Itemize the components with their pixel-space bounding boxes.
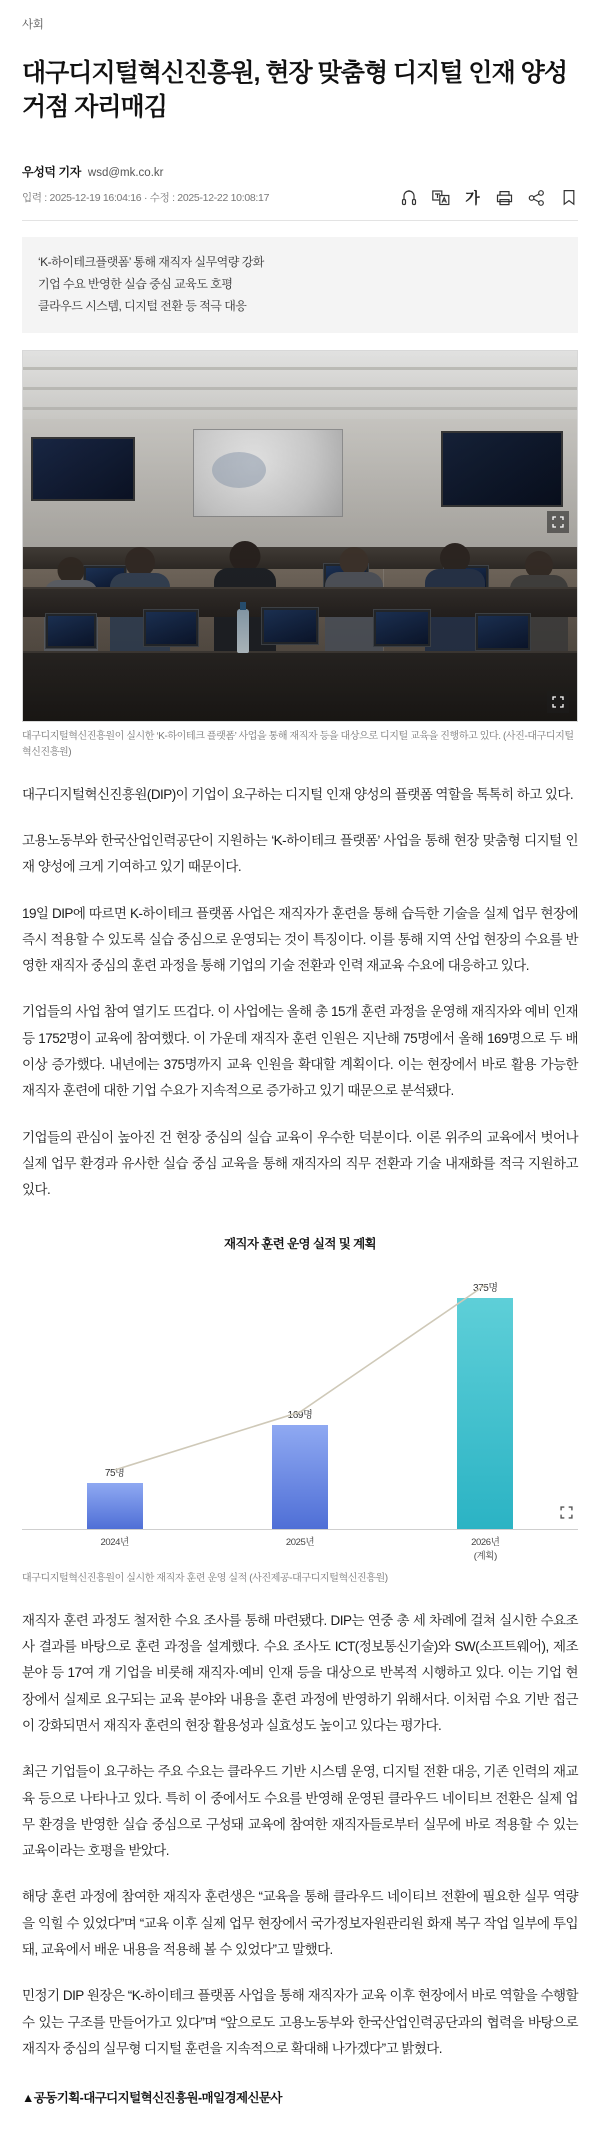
page-title: 대구디지털혁신진흥원, 현장 맞춤형 디지털 인재 양성 거점 자리매김 <box>22 58 567 121</box>
font-size-label: 가 <box>465 190 480 207</box>
article-category[interactable]: 사회 <box>22 19 44 31</box>
bar-value-label: 375명 <box>472 1282 498 1294</box>
meta-row <box>0 180 600 207</box>
chart-block <box>22 1234 578 1565</box>
closing-note: ▲공동기획-대구디지털혁신진흥원-매일경제신문사 <box>22 2091 282 2106</box>
x-tick-label: 2025년 <box>285 1536 315 1548</box>
chart-plot-area[interactable] <box>22 1258 578 1530</box>
expand-chart-icon[interactable] <box>556 1503 576 1523</box>
bar-value-label: 169명 <box>287 1409 313 1421</box>
article-summary <box>22 237 578 333</box>
chart-bars <box>22 1258 578 1529</box>
article-photo[interactable] <box>22 350 578 722</box>
photo-caption: 대구디지털혁신진흥원이 실시한 ‘K-하이테크 플랫폼’ 사업을 통해 재직자 등을 대상으로 디지털 교육을 진행하고 있다. (사진-대구디지털혁신진흥원) <box>22 730 574 759</box>
byline <box>0 141 600 180</box>
bookmark-icon[interactable] <box>559 188 578 207</box>
bottom-spacer <box>0 2132 600 2142</box>
photo-scene <box>23 351 577 721</box>
bar <box>87 1483 143 1529</box>
publish-dates: 입력 : 2025-12-19 16:04:16 · 수정 : 2025-12-22 10:08:17 <box>22 192 270 204</box>
chart-caption: 대구디지털혁신진흥원이 실시한 재직자 훈련 운영 실적 (사진제공-대구디지털혁신진흥원) <box>22 1573 388 1585</box>
paragraph: 최근 기업들이 요구하는 주요 수요는 클라우드 기반 시스템 운영, 디지털 전환 대응, 기존 인력의 재교육 등으로 나타나고 있다. 특히 이 중에서도 수요를 반영해 운영된 클라우드 네이티브 전환은 실제 업무 환경을 반영한 실습 중심으로 구성돼 교육에 참여한 재직자들로부터 실무에 바로 적용할 수 있는 교육이라는 호평을 받았다. <box>22 1764 578 1859</box>
paragraph: 해당 훈련 과정에 참여한 재직자 훈련생은 “교육을 통해 클라우드 네이티브 전환에 필요한 실무 역량을 익힐 수 있었다”며 “교육 이후 실제 업무 현장에서 국가정보자원관리원 화재 복구 작업 일부에 투입돼, 교육에서 배운 내용을 적용해 볼 수 있었다”고 말했다. <box>22 1889 578 1958</box>
paragraph: 고용노동부와 한국산업인력공단이 지원하는 ‘K-하이테크 플랫폼’ 사업을 통해 현장 맞춤형 디지털 인재 양성에 크게 기여하고 있기 때문이다. <box>22 832 578 875</box>
bar <box>457 1298 513 1529</box>
paragraph: 기업들의 관심이 높아진 건 현장 중심의 실습 교육이 우수한 덕분이다. 이론 위주의 교육에서 벗어나 실제 업무 환경과 유사한 실습 중심 교육을 통해 재직자의 직무 전환과 기술 내재화를 적극 지원하고 있다. <box>22 1129 578 1198</box>
font-size-icon[interactable] <box>463 188 482 207</box>
paragraph: 대구디지털혁신진흥원(DIP)이 기업이 요구하는 디지털 인재 양성의 플랫폼 역할을 톡톡히 하고 있다. <box>22 786 574 802</box>
paragraph: 재직자 훈련 과정도 철저한 수요 조사를 통해 마련됐다. DIP는 연중 총 세 차례에 걸쳐 실시한 수요조사 결과를 바탕으로 훈련 과정을 설계했다. 수요 조사도 ICT(정보통신기술)와 SW(소프트웨어), 제조 분야 등 17여 개 기업을 비롯해 재직자·예비 인재 등을 대상으로 반복적 시행하고 있다. 이는 기업 현장에서 실제로 요구되는 교육 분야와 내용을 훈련 과정에 반영하기 위해서다. 이처럼 수요 기반 접근이 강화되면서 재직자 훈련의 현장 활용성과 실효성도 높이고 있다는 평가다. <box>22 1612 578 1733</box>
summary-line-3: 클라우드 시스템, 디지털 전환 등 적극 대응 <box>38 299 247 314</box>
print-icon[interactable] <box>495 188 514 207</box>
expand-photo-icon-2[interactable] <box>547 691 569 713</box>
reporter-name[interactable]: 우성덕 기자 <box>22 165 81 179</box>
article-toolbar <box>399 188 578 207</box>
expand-photo-icon[interactable] <box>547 511 569 533</box>
x-tick-label-note: (계획) <box>473 1550 497 1562</box>
header-divider <box>22 220 578 221</box>
x-tick-label: 2024년 <box>100 1536 129 1548</box>
bar <box>272 1425 328 1529</box>
paragraph: 기업들의 사업 참여 열기도 뜨겁다. 이 사업에는 올해 총 15개 훈련 과정을 운영해 재직자와 예비 인재 등 1752명이 교육에 참여했다. 이 가운데 재직자 훈련 인원은 지난해 75명에서 올해 169명으로 두 배 이상 증가했다. 내년에는 375명까지 교육 인원을 확대할 계획이다. 이는 현장에서 바로 활용 가능한 재직자 훈련에 대한 기업 수요가 지속적으로 증가하고 있기 때문으로 분석됐다. <box>22 1004 578 1099</box>
listen-icon[interactable] <box>399 188 418 207</box>
share-icon[interactable] <box>527 188 546 207</box>
bar-column <box>31 1258 198 1529</box>
article-photo-wrap <box>22 350 578 722</box>
paragraph: 민정기 DIP 원장은 “K-하이테크 플랫폼 사업을 통해 재직자가 교육 이후 현장에서 바로 역할을 수행할 수 있는 구조를 만들어가고 있다”며 “앞으로도 고용노동부와 한국산업인력공단과의 협력을 바탕으로 재직자 중심의 실무형 디지털 훈련을 지속적으로 확대해 나가겠다”고 밝혔다. <box>22 1988 578 2056</box>
chart-title: 재직자 훈련 운영 실적 및 계획 <box>223 1236 377 1251</box>
x-tick-label <box>402 1536 569 1565</box>
summary-line-2: 기업 수요 반영한 실습 중심 교육도 호평 <box>38 277 233 292</box>
reporter-email[interactable]: wsd@mk.co.kr <box>87 167 164 179</box>
photo-shading <box>23 351 577 721</box>
bar-value-label: 75명 <box>104 1467 125 1479</box>
bar-column <box>402 1258 569 1529</box>
x-tick-label-year: 2026년 <box>471 1536 500 1548</box>
paragraph: 19일 DIP에 따르면 K-하이테크 플랫폼 사업은 재직자가 훈련을 통해 습득한 기술을 실제 업무 현장에 즉시 적용할 수 있도록 실습 중심으로 운영되는 것이 특징이다. 이를 통해 지역 산업 현장의 수요를 반영한 재직자 중심의 훈련 과정을 통해 기업의 기술 전환과 인력 재교육 수요에 대응하고 있다. <box>22 905 578 974</box>
chart-x-axis <box>22 1536 578 1565</box>
translate-icon[interactable] <box>431 188 450 207</box>
bar-column <box>217 1258 384 1529</box>
summary-line-1: ‘K-하이테크플랫폼’ 통해 재직자 실무역량 강화 <box>38 255 264 269</box>
